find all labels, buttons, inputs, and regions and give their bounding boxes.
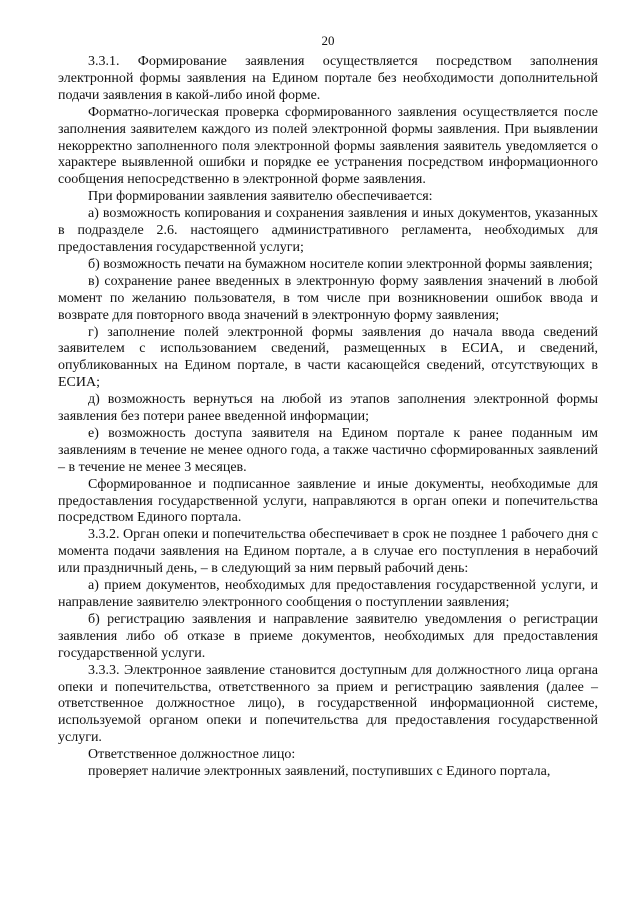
list-item-b-registration: б) регистрацию заявления и направление заявителю уведомления о регистрации заявления либо об отказе в приеме документов, необходимых для предоставления государственной услуги. [58, 611, 598, 661]
paragraph-3-3-1: 3.3.1. Формирование заявления осуществляется посредством заполнения электронной формы заявления на Едином портале без необходимости дополнительной подачи заявления в какой-либо иной форме. [58, 54, 598, 103]
list-item-a-acceptance: а) прием документов, необходимых для предоставления государственной услуги, и направление заявителю электронного сообщения о поступлении заявления; [58, 578, 598, 610]
paragraph-responsible-official: Ответственное должностное лицо: [88, 747, 296, 763]
page-number: 20 [321, 33, 335, 48]
list-item-b: б) возможность печати на бумажном носителе копии электронной формы заявления; [88, 256, 593, 272]
list-item-v: в) сохранение ранее введенных в электронную форму заявления значений в любой момент по желанию пользователя, в том числе при возникновении ошибок ввода и возврате для повторного ввода значений в электронную форму заявления; [58, 273, 598, 323]
list-item-e: е) возможность доступа заявителя на Едином портале к ранее поданным им заявлениям в течение не менее одного года, а также частично сформированных заявлений – в течение не менее 3 месяцев. [58, 425, 598, 475]
paragraph-format-check: Форматно-логическая проверка сформированного заявления осуществляется после заполнения заявителем каждого из полей электронной формы заявления. При выявлении некорректно заполненного поля электронной формы заявления заявитель уведомляется о характере выявленной ошибки и порядке ее устранения посредством информационного сообщения непосредственно в электронной форме заявления. [58, 104, 598, 188]
list-item-a: а) возможность копирования и сохранения заявления и иных документов, указанных в подразделе 2.6. настоящего административного регламента, необходимых для предоставления государственной услуги; [58, 206, 598, 255]
paragraph-checks-applications: проверяет наличие электронных заявлений, поступивших с Единого портала, [88, 764, 551, 780]
list-item-g: г) заполнение полей электронной формы заявления до начала ввода сведений заявителем с использованием сведений, размещенных в ЕСИА, и сведений, опубликованных на Едином портале, в части касающейся сведений, отсутствующих в ЕСИА; [58, 324, 598, 391]
paragraph-3-3-2: 3.3.2. Орган опеки и попечительства обеспечивает в срок не позднее 1 рабочего дня с момента подачи заявления на Едином портале, а в случае его поступления в нерабочий или праздничный день, – в следующий за ним первый рабочий день: [58, 527, 598, 577]
document-page [58, 34, 598, 781]
paragraph-provided: При формировании заявления заявителю обеспечивается: [88, 189, 433, 205]
paragraph-3-3-3: 3.3.3. Электронное заявление становится доступным для должностного лица органа опеки и попечительства, ответственного за прием и регистрацию заявления (далее – ответственное должностное лицо), в государственной информационной системе, используемой органом опеки и попечительства для предоставления государственной услуги. [58, 662, 598, 746]
list-item-d: д) возможность вернуться на любой из этапов заполнения электронной формы заявления без потери ранее введенной информации; [58, 392, 598, 425]
paragraph-submission: Сформированное и подписанное заявление и иные документы, необходимые для предоставления государственной услуги, направляются в орган опеки и попечительства посредством Единого портала. [58, 476, 598, 526]
